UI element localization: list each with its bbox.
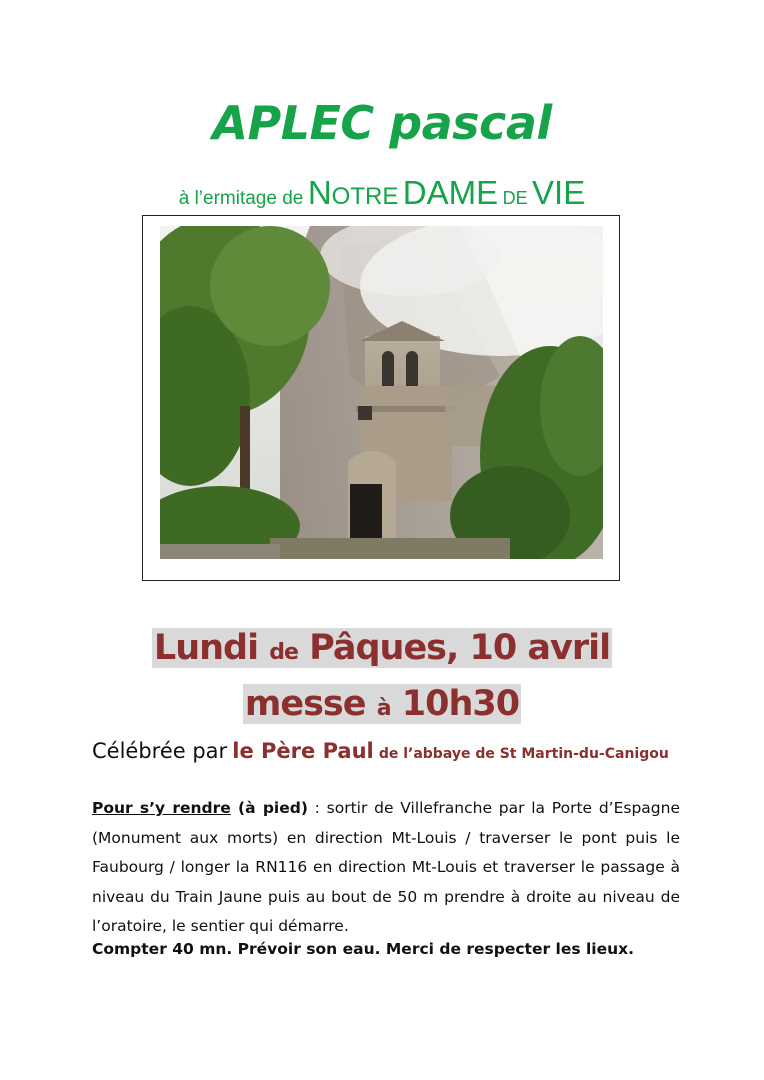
directions-note: Compter 40 mn. Prévoir son eau. Merci de respecter les lieux. <box>92 940 635 958</box>
directions-text: : sortir de Villefranche par la Porte d’Espagne (Monument aux morts) en direction Mt-Louis / traverser le pont puis le Faubourg / longer la RN116 en direction Mt-Louis et traverser le passage à niveau du Train Jaune puis au bout de 50 m prendre à droite au niveau de l’oratoire, le sentier qui démarre. <box>92 799 680 935</box>
celebrant-abbey: de l’abbaye de St Martin-du-Canigou <box>378 746 669 762</box>
directions-lead: Pour s’y rendre (à pied) <box>92 799 308 817</box>
photo-frame <box>142 215 620 581</box>
celebrant-name: le Père Paul <box>232 739 374 763</box>
event-date <box>0 628 764 668</box>
celebrant-intro: Célébrée par <box>92 739 228 763</box>
de-text: de <box>269 640 298 665</box>
chapel-photo-icon <box>160 226 603 559</box>
event-time-line <box>243 684 521 724</box>
directions-paragraph <box>92 794 680 942</box>
poster-title: APLEC pascal <box>212 96 552 150</box>
paques-text: Pâques, 10 avril <box>309 628 611 668</box>
lundi-text: Lundi <box>153 628 259 668</box>
messe-text: messe <box>244 684 366 724</box>
event-time <box>0 684 764 724</box>
subtitle-n: N <box>307 174 332 211</box>
subtitle-otre: OTRE <box>331 183 399 210</box>
subtitle-dame: DAME <box>402 174 499 211</box>
subtitle-vie: VIE <box>532 174 586 211</box>
time-text: 10h30 <box>401 684 520 724</box>
celebrant-line <box>92 739 669 763</box>
event-date-line <box>152 628 612 668</box>
subtitle-de: DE <box>502 188 528 208</box>
a-text: à <box>376 696 391 721</box>
subtitle-prefix: à l’ermitage de <box>178 188 304 209</box>
poster-subtitle <box>0 174 764 212</box>
